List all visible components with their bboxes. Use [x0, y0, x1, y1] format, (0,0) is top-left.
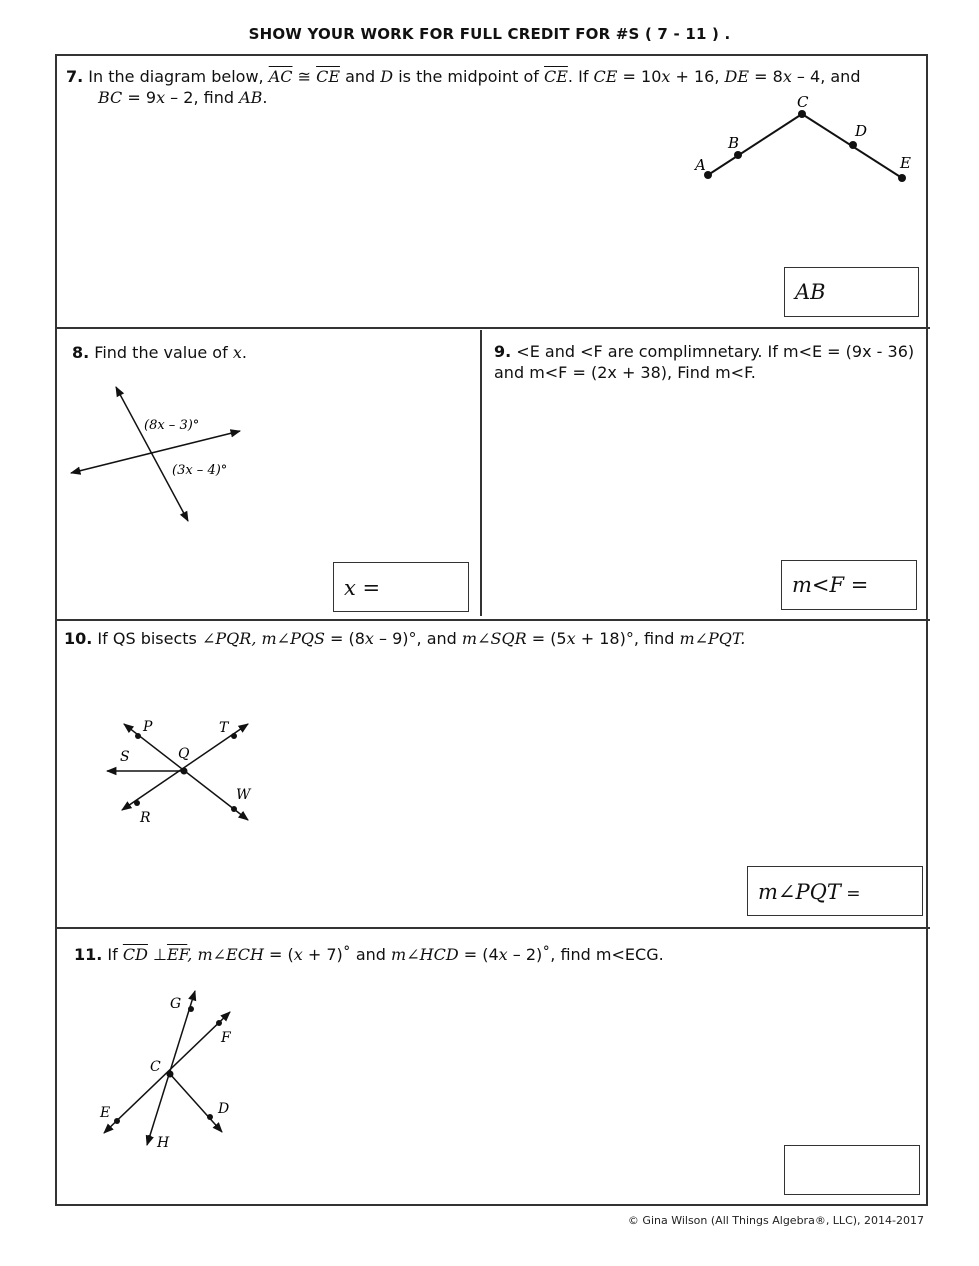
divider-q7: [55, 327, 930, 329]
point-g: [188, 1006, 194, 1012]
page-header: SHOW YOUR WORK FOR FULL CREDIT FOR #S ( 7 - 11 ) .: [248, 25, 731, 43]
label-q: Q: [178, 746, 190, 762]
label-d: D: [855, 122, 868, 140]
point-d: [207, 1114, 213, 1120]
answer-box-q10[interactable]: [747, 866, 923, 916]
outer-bottom-border: [55, 1204, 928, 1206]
outer-right-border: [926, 54, 928, 1206]
point-p: [135, 733, 141, 739]
point-e: [114, 1118, 120, 1124]
label-g: G: [170, 996, 182, 1012]
label-s: S: [120, 749, 130, 765]
point-t: [231, 733, 237, 739]
question-7-text: 7. In the diagram below, $\overline{AC}$ ≅ $\overline{CE}$ and D is the midpoint of $\overline{CE}$. If CE = 10x + 16, DE = 8x – 4, and BC = 9x – 2, find AB.: [66, 67, 861, 107]
answer-box-q11[interactable]: [784, 1145, 920, 1195]
label-d: D: [218, 1101, 230, 1117]
question-number: 9.: [494, 342, 512, 361]
question-9-text: 9. <E and <F are complimnetary. If m<E = (9x - 36) and m<F = (2x + 38), Find m<F.: [494, 342, 915, 382]
question-8-text: 8. Find the value of x.: [72, 343, 247, 362]
label-b: B: [728, 134, 740, 152]
diagram-q10: [100, 712, 260, 827]
diagram-q8: [60, 375, 260, 535]
answer-box-q7[interactable]: [784, 267, 919, 317]
point-f: [216, 1020, 222, 1026]
divider-q10: [55, 927, 930, 929]
answer-box-q9[interactable]: [781, 560, 917, 610]
label-h: H: [157, 1135, 170, 1151]
answer-label: m<F =: [792, 573, 869, 597]
transversal-line: [116, 387, 188, 521]
point-b: [734, 151, 742, 159]
outer-top-border: [55, 54, 928, 56]
question-number: 8.: [72, 343, 90, 362]
point-w: [231, 806, 237, 812]
label-c: C: [797, 93, 809, 111]
copyright-footer: © Gina Wilson (All Things Algebra®, LLC), 2014-2017: [627, 1214, 924, 1227]
label-e: E: [100, 1105, 111, 1121]
point-d: [849, 141, 857, 149]
answer-label: AB: [795, 280, 826, 304]
label-t: T: [219, 720, 229, 736]
outer-left-border: [55, 54, 57, 1206]
angle-label-1: (8x – 3)°: [144, 418, 200, 433]
divider-q8: [55, 619, 930, 621]
label-e: E: [900, 154, 911, 172]
diagram-q7: [680, 90, 920, 190]
question-10-text: 10. If QS bisects ∠PQR, m∠PQS = (8x – 9)°, and m∠SQR = (5x + 18)°, find m∠PQT.: [64, 629, 746, 648]
answer-label: m∠PQT =: [758, 880, 861, 904]
point-e: [898, 174, 906, 182]
label-c: C: [150, 1059, 161, 1075]
answer-label: x =: [344, 576, 381, 600]
point-h: [146, 1135, 152, 1141]
label-w: W: [236, 787, 251, 803]
diagram-q11: [90, 985, 250, 1155]
ray-cd: [170, 1074, 222, 1132]
question-11-text: 11. If $\overline{CD}$ $\perp\overline{EF}$, m∠ECH = (x + 7)˚ and m∠HCD = (4x – 2)˚, find m<ECG.: [74, 945, 664, 964]
question-number: 11.: [74, 945, 103, 964]
point-r: [134, 800, 140, 806]
point-c: [798, 110, 806, 118]
label-f: F: [221, 1030, 231, 1046]
answer-box-q8[interactable]: [333, 562, 469, 612]
label-a: A: [695, 156, 706, 174]
angle-label-2: (3x – 4)°: [172, 463, 228, 478]
label-p: P: [143, 719, 153, 735]
question-number: 7.: [66, 67, 84, 86]
point-q: [181, 768, 188, 775]
question-number: 10.: [64, 629, 93, 648]
label-r: R: [140, 810, 151, 826]
point-c: [167, 1071, 174, 1078]
divider-q8-q9: [480, 330, 482, 616]
